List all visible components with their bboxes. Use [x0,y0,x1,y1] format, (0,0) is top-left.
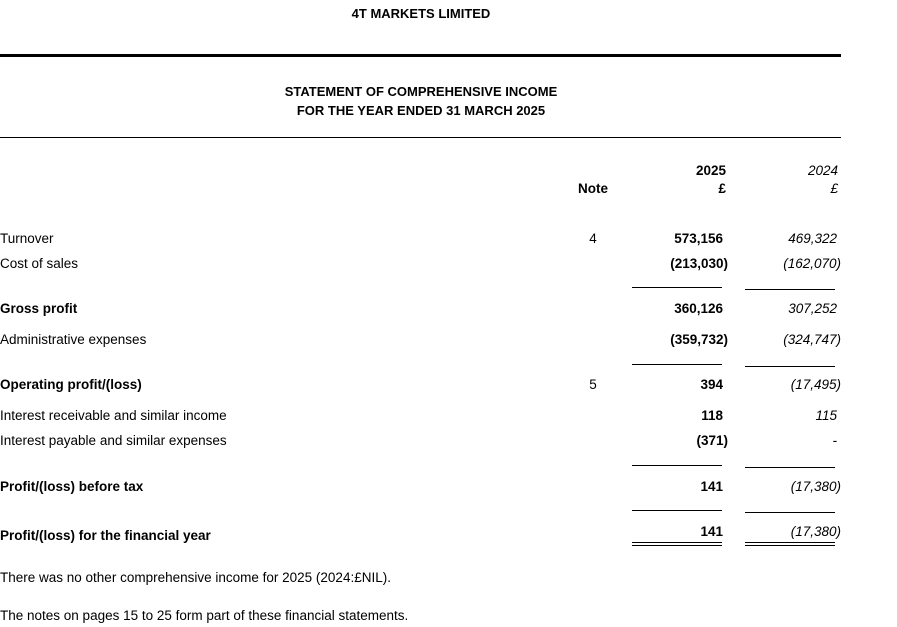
row-prior-value: 115 [815,408,837,423]
total-double-rule [745,542,835,543]
row-prior-value: (324,747) [783,332,841,347]
statement-period: FOR THE YEAR ENDED 31 MARCH 2025 [296,103,546,118]
row-prior-value: (162,070) [783,256,841,271]
prior-year-header: 2024 [807,163,838,178]
subtotal-rule [745,512,835,513]
row-label: Turnover [0,231,54,246]
row-note: 4 [589,231,597,246]
subtotal-rule [745,467,835,468]
current-year-header: 2025 [695,163,726,178]
row-current-value: 141 [700,479,723,494]
note-column-header: Note [578,181,608,196]
row-current-value: 573,156 [674,231,723,246]
row-current-value: (359,732) [670,332,728,347]
subtotal-rule [632,510,722,511]
row-label: Administrative expenses [0,332,147,347]
company-name: 4T MARKETS LIMITED [351,6,491,21]
row-label: Profit/(loss) before tax [0,479,144,494]
row-label: Operating profit/(loss) [0,377,142,392]
total-double-rule [632,545,722,546]
footnote-notes-reference: The notes on pages 15 to 25 form part of these financial statements. [0,608,409,623]
footnote-comprehensive-income: There was no other comprehensive income for 2025 (2024:£NIL). [0,570,391,585]
row-current-value: (371) [696,433,728,448]
subtotal-rule [632,465,722,466]
row-current-value: 360,126 [674,301,723,316]
current-currency-header: £ [718,181,726,196]
row-prior-value: (17,380) [790,479,841,494]
header-rule-thin [0,137,841,138]
subtotal-rule [632,364,722,365]
total-double-rule [632,542,722,543]
total-double-rule [745,545,835,546]
row-current-value: 394 [700,377,723,392]
prior-currency-header: £ [830,181,838,196]
row-current-value: 118 [701,408,723,423]
row-label: Profit/(loss) for the financial year [0,528,211,543]
row-current-value: (213,030) [670,256,728,271]
subtotal-rule [632,287,722,288]
row-prior-value: 307,252 [788,301,837,316]
row-label: Cost of sales [0,256,79,271]
header-rule-thick [0,54,841,57]
row-label: Interest receivable and similar income [0,408,227,423]
row-current-value: 141 [700,524,723,539]
row-prior-value: 469,322 [788,231,837,246]
row-prior-value: (17,380) [790,524,841,539]
row-label: Gross profit [0,301,78,316]
subtotal-rule [745,366,835,367]
row-prior-value: - [832,433,837,448]
row-prior-value: (17,495) [790,377,841,392]
row-note: 5 [589,377,597,392]
subtotal-rule [745,289,835,290]
row-label: Interest payable and similar expenses [0,433,227,448]
statement-title: STATEMENT OF COMPREHENSIVE INCOME [284,84,558,99]
